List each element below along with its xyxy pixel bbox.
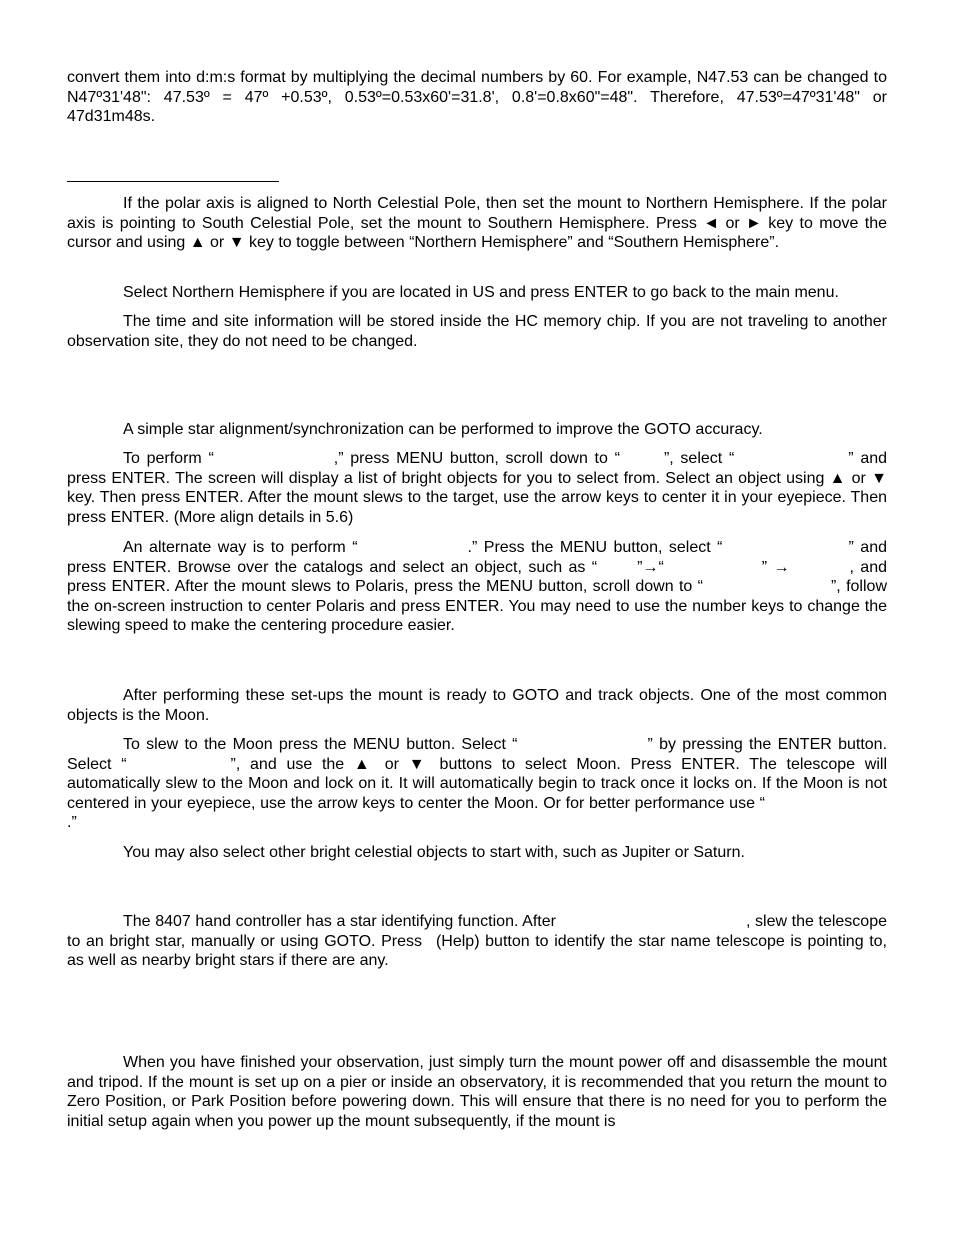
footnote-divider <box>67 181 279 182</box>
paragraph-star-alignment-intro: A simple star alignment/synchronization can be performed to improve the GOTO accuracy. <box>123 421 763 438</box>
paragraph-hemisphere-setting: If the polar axis is aligned to North Celestial Pole, then set the mount to Northern Hemisphere. If the polar axis is pointing to South Celestial Pole, set the mount to Southern Hemisphere. Press ◄ or ► key to move the cursor and using ▲ or ▼ key to toggle between “Northern Hemisphere” and “Southern Hemisphere”. <box>67 195 887 252</box>
paragraph-perform-alignment: To perform “ ,” press MENU button, scroll down to “ ”, select “ ” and press ENTER. The screen will display a list of bright objects for you to select from. Select an object using ▲ or ▼ key. Then press ENTER. After the mount slews to the target, use the arrow keys to center it in your eyepiece. Then press ENTER. (More align details in 5.6) <box>67 450 888 526</box>
paragraph-coordinate-conversion: convert them into d:m:s format by multiplying the decimal numbers by 60. For example, N47.53 can be changed to N47º31'48": 47.53º = 47º +0.53º, 0.53º=0.53x60'=31.8', 0.8'=0.8x60"=48". Therefore, 47.53º=47º31'48" or 47d31m48s. <box>67 69 887 126</box>
paragraph-memory-storage: The time and site information will be stored inside the HC memory chip. If you are not traveling to another observation site, they do not need to be changed. <box>67 313 887 350</box>
paragraph-alternate-alignment: An alternate way is to perform “ .” Press the MENU button, select “ ” and press ENTER. Browse over the catalogs and select an object, such as “ ”→“ ” → , and press ENTER. After the mount slews to Polaris, press the MENU button, scroll down to “ ”, follow the on-screen instruction to center Polaris and press ENTER. You may need to use the number keys to change the slewing speed to make the centering procedure easier. <box>67 539 888 635</box>
paragraph-star-identify: The 8407 hand controller has a star identifying function. After , slew the telescope to an bright star, manually or using GOTO. Press (Help) button to identify the star name telescope is pointing to, as well as nearby bright stars if there are any. <box>67 913 888 970</box>
right-arrow-icon: → <box>642 558 659 576</box>
paragraph-select-northern-hemisphere: Select Northern Hemisphere if you are located in US and press ENTER to go back to the main menu. <box>123 284 839 301</box>
paragraph-other-objects: You may also select other bright celestial objects to start with, such as Jupiter or Saturn. <box>123 844 745 861</box>
paragraph-slew-to-moon: To slew to the Moon press the MENU button. Select “ ” by pressing the ENTER button. Select “ ”, and use the ▲ or ▼ buttons to select Moon. Press ENTER. The telescope will automatically slew to the Moon and lock on it. It will automatically begin to track once it locks on. If the Moon is not centered in your eyepiece, use the arrow keys to center the Moon. Or for better performance use “.” <box>67 736 888 832</box>
paragraph-finish-observation: When you have finished your observation, just simply turn the mount power off and disassemble the mount and tripod. If the mount is set up on a pier or inside an observatory, it is recommended that you return the mount to Zero Position, or Park Position before powering down. This will ensure that there is no need for you to perform the initial setup again when you power up the mount subsequently, if the mount is <box>67 1054 887 1130</box>
paragraph-ready-to-goto: After performing these set-ups the mount is ready to GOTO and track objects. One of the most common objects is the Moon. <box>67 687 887 724</box>
right-arrow-icon: → <box>773 558 790 576</box>
